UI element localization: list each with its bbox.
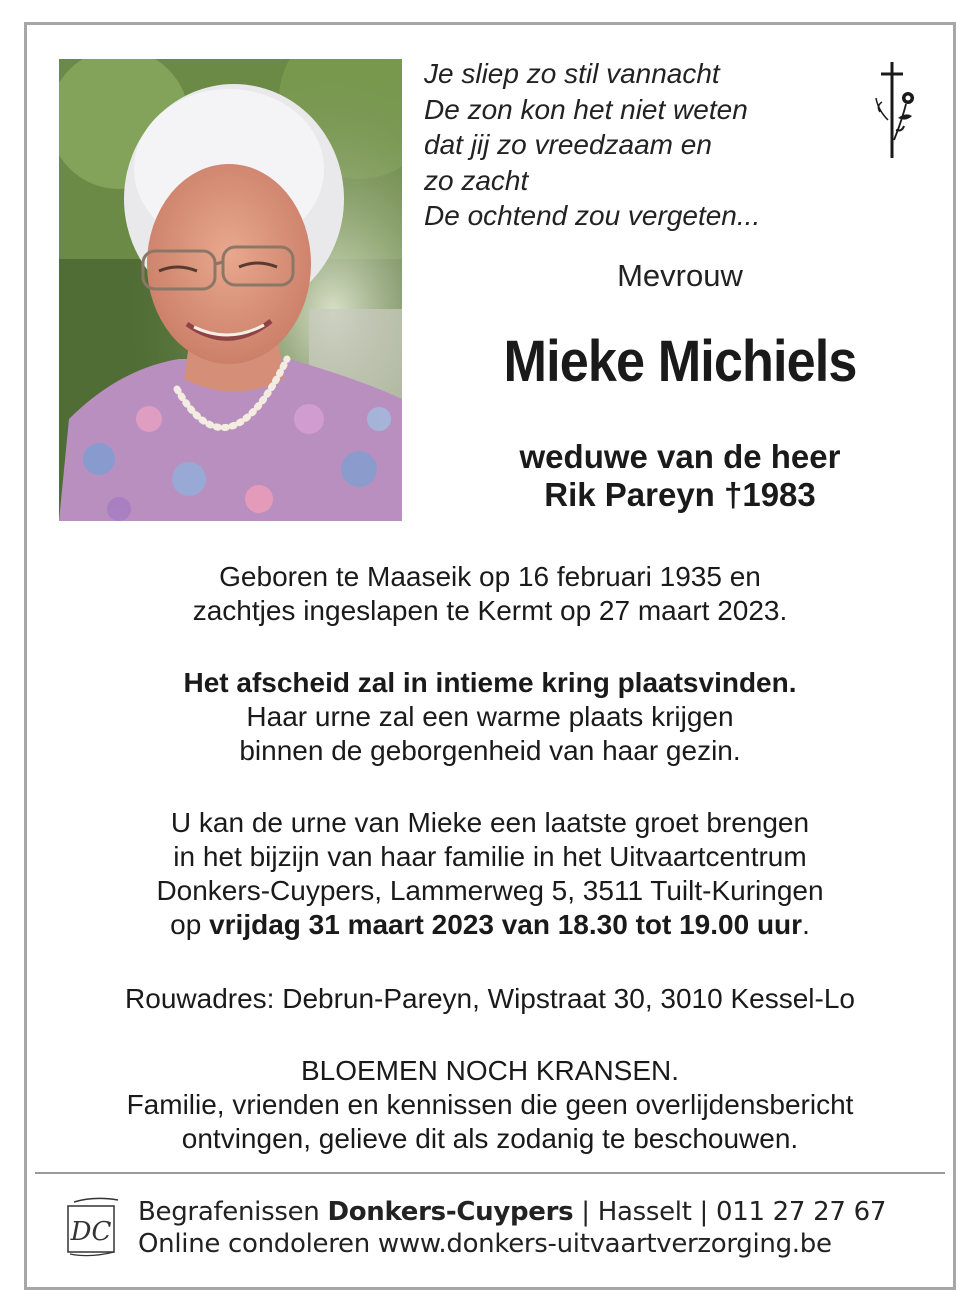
footer-line-1: Begrafenissen Donkers-Cuypers | Hasselt | 011 27 27 67 <box>138 1197 887 1227</box>
farewell-line: Haar urne zal een warme plaats krijgen <box>246 701 734 732</box>
portrait-photo <box>59 59 402 521</box>
widow-line-1: weduwe van de heer <box>519 438 841 475</box>
flowers-paragraph <box>40 1054 940 1156</box>
urn-date-line: op vrijdag 31 maart 2023 van 18.30 tot 19.00 uur. <box>170 909 810 940</box>
urn-line: U kan de urne van Mieke een laatste groet brengen <box>170 807 810 838</box>
urn-line: in het bijzijn van haar familie in het Uitvaartcentrum <box>173 841 807 872</box>
deceased-title: Mevrouw <box>617 258 743 293</box>
dc-monogram-icon <box>64 1196 120 1260</box>
footer-phone: 011 27 27 67 <box>715 1197 887 1227</box>
birth-line: Geboren te Maaseik op 16 februari 1935 en <box>219 561 761 592</box>
company-name: Donkers-Cuypers <box>327 1197 574 1227</box>
urn-visit-paragraph <box>40 806 940 942</box>
farewell-line: binnen de geborgenheid van haar gezin. <box>239 735 741 766</box>
poem-line: De zon kon het niet weten <box>424 93 748 125</box>
flowers-line: Familie, vrienden en kennissen die geen overlijdensbericht <box>126 1089 854 1120</box>
footer-line-2: Online condoleren www.donkers-uitvaartverzorging.be <box>138 1229 832 1259</box>
poem-line: De ochtend zou vergeten... <box>424 200 761 231</box>
poem-line: zo zacht <box>424 164 529 196</box>
widow-line-2: Rik Pareyn †1983 <box>544 476 816 513</box>
footer <box>138 1196 886 1260</box>
flowers-line: ontvingen, gelieve dit als zodanig te beschouwen. <box>181 1123 799 1154</box>
mourning-address: Rouwadres: Debrun-Pareyn, Wipstraat 30, 3010 Kessel-Lo <box>125 983 855 1014</box>
poem <box>424 56 824 234</box>
widow-of <box>420 438 940 514</box>
footer-city: Hasselt <box>597 1197 692 1227</box>
svg-text:DC: DC <box>70 1217 112 1247</box>
farewell-heading: Het afscheid zal in intieme kring plaatsvinden. <box>183 667 797 698</box>
birth-death-paragraph <box>40 560 940 628</box>
farewell-paragraph <box>40 666 940 768</box>
poem-line: Je sliep zo stil vannacht <box>424 58 720 89</box>
deceased-name: Mieke Michiels <box>503 329 857 394</box>
poem-line: dat jij zo vreedzaam en <box>424 129 712 160</box>
urn-date: vrijdag 31 maart 2023 van 18.30 tot 19.00 uur <box>209 909 803 940</box>
urn-line: Donkers-Cuypers, Lammerweg 5, 3511 Tuilt-Kuringen <box>156 875 824 906</box>
divider <box>35 1172 945 1174</box>
cross-with-rose-icon <box>868 60 924 162</box>
death-line: zachtjes ingeslapen te Kermt op 27 maart 2023. <box>192 595 788 626</box>
no-flowers-line: BLOEMEN NOCH KRANSEN. <box>300 1055 680 1086</box>
